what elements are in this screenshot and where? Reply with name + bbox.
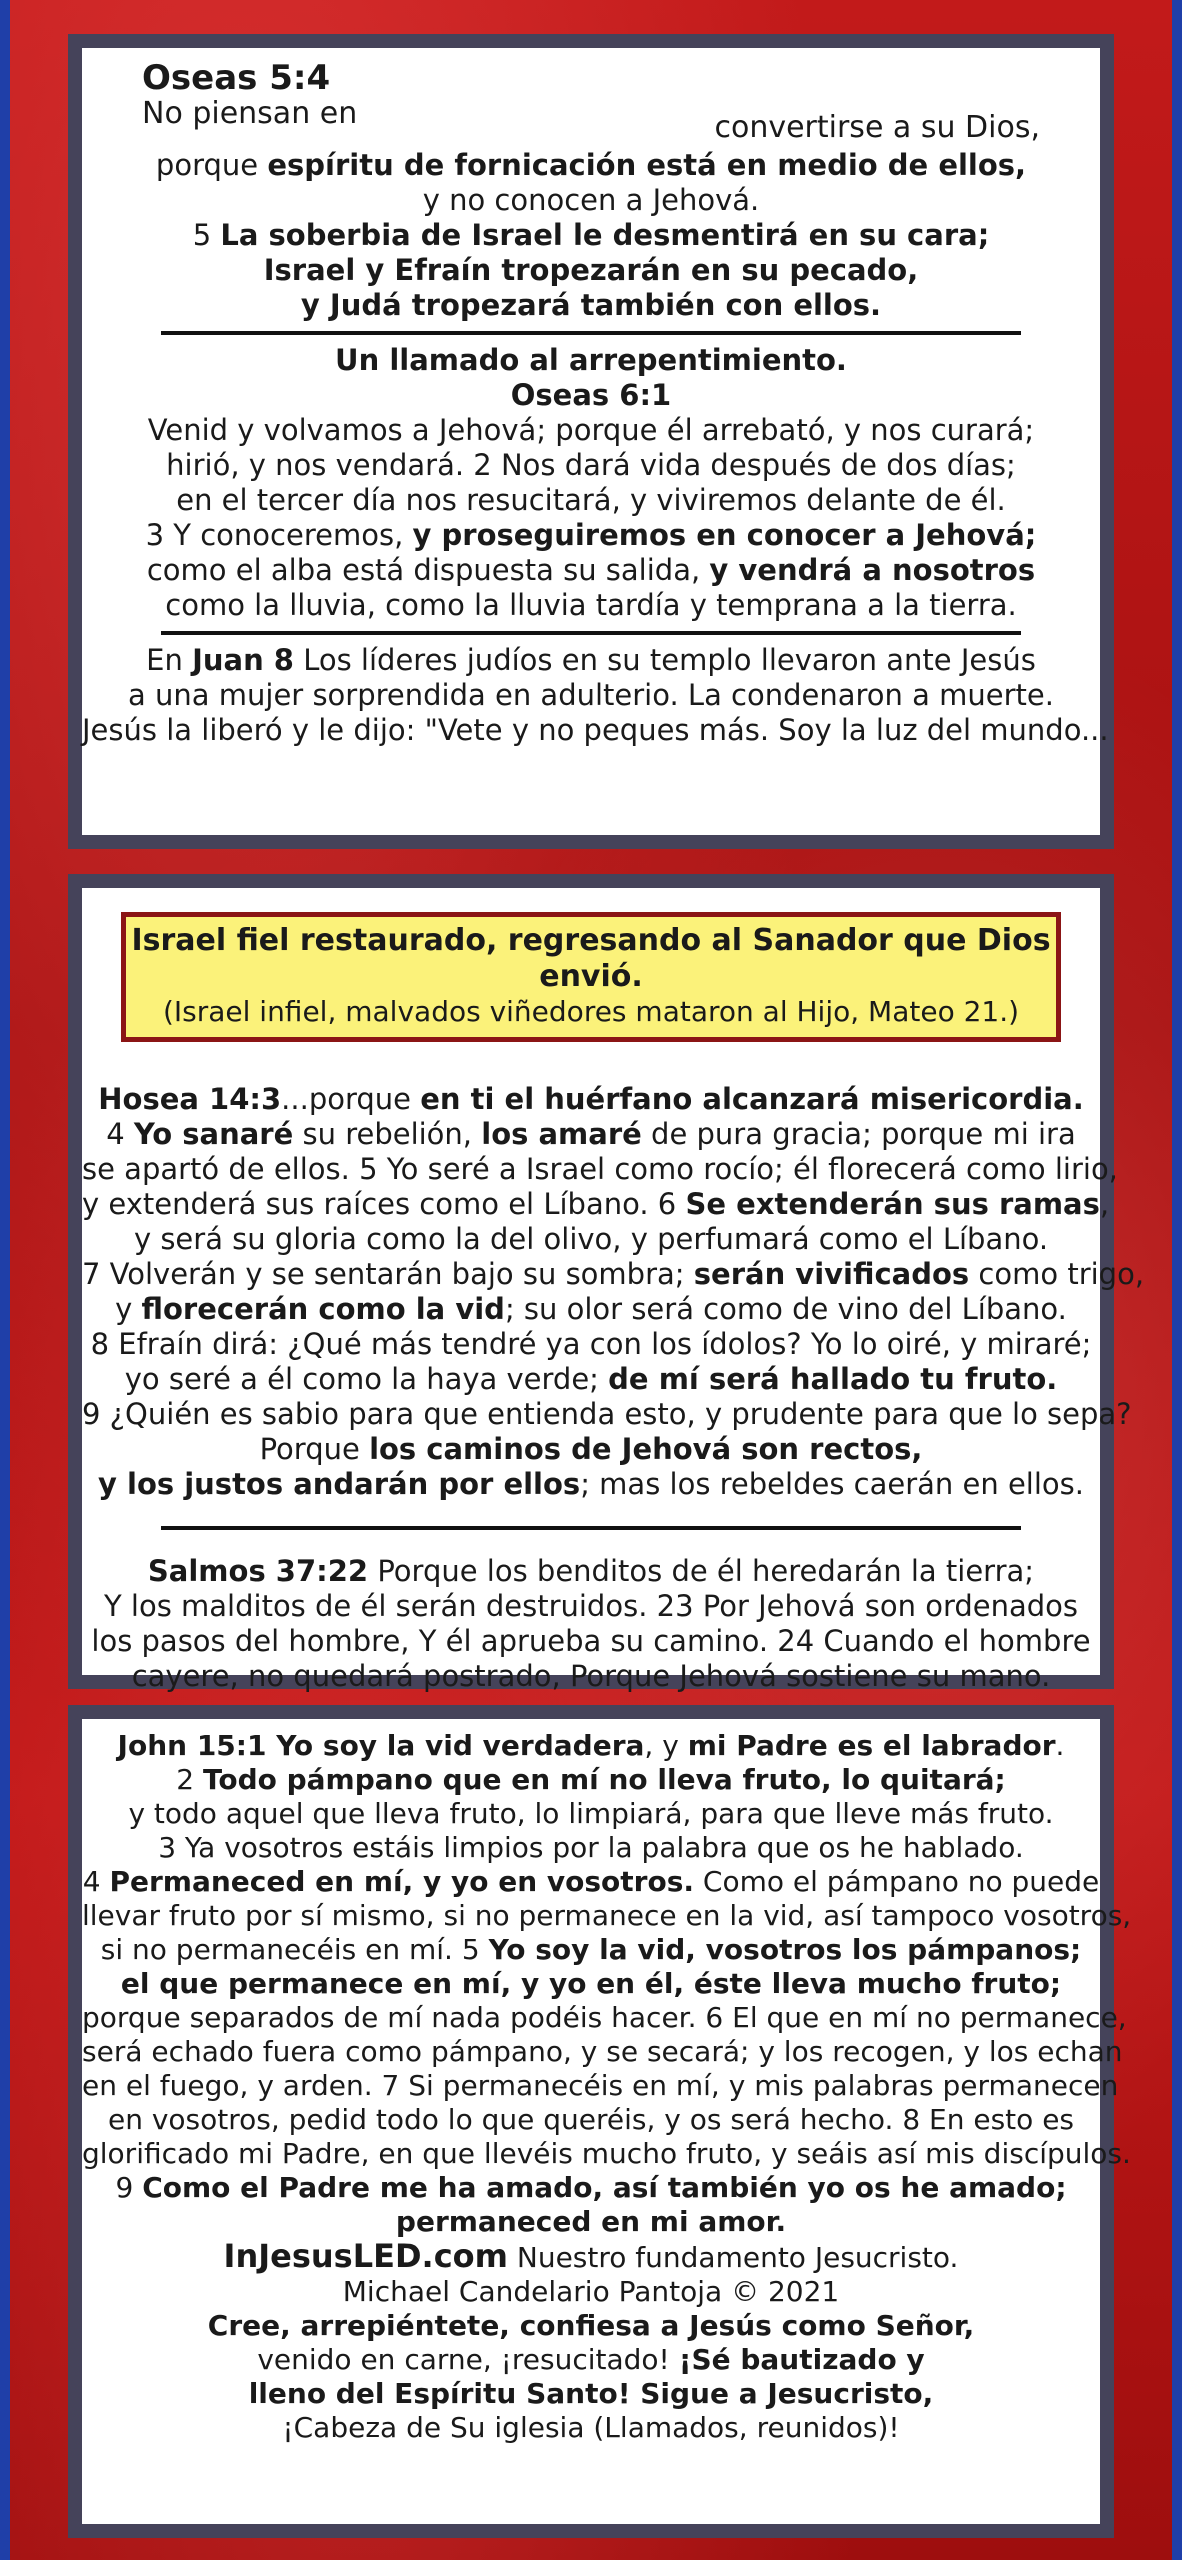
verse-reference: Salmos 37:22 — [147, 1554, 369, 1588]
verse-line — [82, 1763, 1100, 1797]
emphasis-text: Como el Padre me ha amado, así también yo os he amado; — [142, 2171, 1067, 2204]
text: yo seré a él como la haya verde; — [124, 1362, 609, 1396]
verse-line — [82, 1467, 1100, 1502]
verse-line — [82, 1082, 1100, 1117]
verse-line: y todo aquel que lleva fruto, lo limpiará, para que lleve más fruto. — [128, 1797, 1054, 1830]
emphasis-text: Juan 8 — [192, 643, 294, 677]
verse-line — [82, 218, 1100, 253]
verse-line: 8 Efraín dirá: ¿Qué más tendré ya con los ídolos? Yo lo oiré, y miraré; — [90, 1327, 1092, 1361]
emphasis-text: Todo pámpano que en mí no lleva fruto, lo quitará; — [202, 1763, 1006, 1796]
text: venido en carne, ¡resucitado! — [257, 2343, 679, 2376]
website-link[interactable]: InJesusLED.com — [223, 2237, 508, 2275]
text: 5 — [192, 218, 221, 252]
verse-body — [82, 1719, 1132, 2445]
emphasis-text: serán vivificados — [693, 1257, 970, 1291]
text: , — [1099, 1187, 1110, 1221]
verse-line — [82, 1362, 1100, 1397]
verse-line — [82, 1257, 1145, 1292]
text: porque — [155, 148, 268, 182]
verse-line: será echado fuera como pámpano, y se secará; y los recogen, y los echan — [82, 2035, 1123, 2068]
emphasis-text: Permaneced en mí, y yo en vosotros. — [109, 1865, 695, 1898]
verse-line — [82, 148, 1100, 183]
text: 4 — [106, 1117, 134, 1151]
text: Porque los benditos de él heredarán la tierra; — [368, 1554, 1035, 1588]
verse-line — [82, 1187, 1110, 1222]
verse-line: Israel y Efraín tropezarán en su pecado, — [263, 253, 919, 287]
text: de pura gracia; porque mi ira — [641, 1117, 1076, 1151]
verse-line: 3 Ya vosotros estáis limpios por la palabra que os he hablado. — [158, 1831, 1024, 1864]
divider — [161, 331, 1021, 335]
divider — [161, 1526, 1021, 1530]
verse-line — [82, 1729, 1100, 1763]
emphasis-text: de mí será hallado tu fruto. — [608, 1362, 1058, 1396]
verse-line: glorificado mi Padre, en que llevéis mucho fruto, y seáis así mis discípulos. — [82, 2137, 1131, 2170]
verse-line — [82, 1933, 1100, 1967]
verse-panel-hosea-14 — [68, 874, 1145, 1693]
verse-line: se apartó de ellos. 5 Yo seré a Israel como rocío; él florecerá como lirio, — [82, 1152, 1118, 1186]
title-banner — [121, 912, 1061, 1042]
verse-line — [82, 643, 1100, 678]
text: Como el pámpano no puede — [694, 1865, 1100, 1898]
site-tagline: Nuestro fundamento Jesucristo. — [507, 2241, 959, 2274]
verse-line: en el tercer día nos resucitará, y viviremos delante de él. — [176, 483, 1006, 517]
verse-line: Jesús la liberó y le dijo: "Vete y no peques más. Soy la luz del mundo... — [82, 713, 1109, 747]
call-to-action — [82, 2343, 1100, 2377]
text: su rebelión, — [293, 1117, 482, 1151]
verse-body — [82, 140, 1109, 748]
verse-line: cayere, no quedará postrado, Porque Jehová sostiene su mano. — [131, 1659, 1051, 1693]
verse-panel-john-15 — [68, 1705, 1132, 2538]
verse-text: convertirse a su Dios, — [714, 110, 1040, 145]
verse-line: hirió, y nos vendará. 2 Nos dará vida después de dos días; — [166, 448, 1016, 482]
verse-line: y Judá tropezará también con ellos. — [300, 288, 882, 322]
verse-panel-hosea-5 — [68, 34, 1114, 849]
verse-line — [82, 1432, 1100, 1467]
emphasis-text: los amaré — [481, 1117, 642, 1151]
verse-line: como la lluvia, como la lluvia tardía y temprana a la tierra. — [165, 588, 1017, 622]
verse-line: y será su gloria como la del olivo, y perfumará como el Líbano. — [133, 1222, 1049, 1256]
verse-line: a una mujer sorprendida en adulterio. La condenaron a muerte. — [128, 678, 1054, 712]
text: Los líderes judíos en su templo llevaron ante Jesús — [294, 643, 1036, 677]
verse-line — [82, 1554, 1100, 1589]
emphasis-text: florecerán como la vid — [141, 1292, 505, 1326]
text: . — [1055, 1729, 1065, 1762]
text: si no permanecéis en mí. 5 — [100, 1933, 489, 1966]
section-heading: Un llamado al arrepentimiento. — [335, 343, 847, 377]
verse-line — [82, 1292, 1100, 1327]
text: como trigo, — [969, 1257, 1145, 1291]
verse-line — [82, 2171, 1100, 2205]
text: En — [146, 643, 193, 677]
emphasis-text: Se extenderán sus ramas — [685, 1187, 1100, 1221]
text: 2 — [176, 1763, 203, 1796]
verse-reference: Hosea 14:3 — [98, 1082, 282, 1116]
emphasis-text: espíritu de fornicación está en medio de ellos, — [267, 148, 1027, 182]
verse-line: Venid y volvamos a Jehová; porque él arrebató, y nos curará; — [147, 413, 1035, 447]
text: ; su olor será como de vino del Líbano. — [504, 1292, 1067, 1326]
verse-line: y no conocen a Jehová. — [422, 183, 760, 217]
verse-line: llevar fruto por sí mismo, si no permanece en la vid, así tampoco vosotros, — [82, 1899, 1132, 1932]
verse-reference: Oseas 6:1 — [510, 378, 672, 412]
verse-line: el que permanece en mí, y yo en él, éste lleva mucho fruto; — [120, 1967, 1062, 2000]
panel-header — [82, 48, 1100, 145]
text: 3 Y conoceremos, — [145, 518, 413, 552]
verse-line — [82, 553, 1100, 588]
text: como el alba está dispuesta su salida, — [146, 553, 710, 587]
emphasis-text: Yo soy la vid, vosotros los pámpanos; — [488, 1933, 1082, 1966]
site-line — [82, 2239, 1100, 2275]
verse-line: Y los malditos de él serán destruidos. 23 Por Jehová son ordenados — [103, 1589, 1079, 1623]
verse-line: los pasos del hombre, Y él aprueba su camino. 24 Cuando el hombre — [91, 1624, 1091, 1658]
text: y — [115, 1292, 142, 1326]
emphasis-text: mi Padre es el labrador — [687, 1729, 1056, 1762]
verse-line — [82, 518, 1100, 553]
emphasis-text: y proseguiremos en conocer a Jehová; — [412, 518, 1037, 552]
verse-body — [82, 1082, 1145, 1694]
emphasis-text: y los justos andarán por ellos — [98, 1467, 581, 1501]
text: 9 — [115, 2171, 143, 2204]
text: ...porque — [281, 1082, 421, 1116]
emphasis-text: los caminos de Jehová son rectos, — [369, 1432, 923, 1466]
text: 7 Volverán y se sentarán bajo su sombra; — [82, 1257, 694, 1291]
verse-reference: Oseas 5:4 — [142, 58, 331, 98]
emphasis-text: y vendrá a nosotros — [709, 553, 1036, 587]
text: , y — [644, 1729, 688, 1762]
verse-line: en vosotros, pedid todo lo que queréis, y os será hecho. 8 En esto es — [107, 2103, 1075, 2136]
emphasis-text: La soberbia de Israel le desmentirá en su cara; — [220, 218, 990, 252]
verse-line — [82, 1865, 1100, 1899]
call-to-action: Cree, arrepiéntete, confiesa a Jesús como Señor, — [207, 2309, 975, 2342]
emphasis-text: ¡Sé bautizado y — [678, 2343, 925, 2376]
emphasis-text: Yo sanaré — [133, 1117, 294, 1151]
verse-line: 9 ¿Quién es sabio para que entienda esto, y prudente para que lo sepa? — [82, 1397, 1132, 1431]
emphasis-text: John 15:1 Yo soy la vid verdadera — [117, 1729, 645, 1762]
text: ; mas los rebeldes caerán en ellos. — [580, 1467, 1084, 1501]
text: Porque — [259, 1432, 370, 1466]
divider — [161, 631, 1021, 635]
banner-title: Israel fiel restaurado, regresando al Sanador que Dios envió. — [131, 923, 1051, 994]
text: 4 — [82, 1865, 110, 1898]
call-to-action: lleno del Espíritu Santo! Sigue a Jesucristo, — [248, 2377, 934, 2410]
verse-line — [82, 1117, 1100, 1152]
call-to-action: ¡Cabeza de Su iglesia (Llamados, reunidos)! — [282, 2411, 900, 2444]
text: y extenderá sus raíces como el Líbano. 6 — [82, 1187, 686, 1221]
verse-line: permaneced en mi amor. — [395, 2205, 787, 2238]
verse-text: No piensan en — [142, 96, 358, 131]
emphasis-text: en ti el huérfano alcanzará misericordia. — [420, 1082, 1084, 1116]
banner-subtitle: (Israel infiel, malvados viñedores mataron al Hijo, Mateo 21.) — [162, 995, 1020, 1028]
verse-line: porque separados de mí nada podéis hacer. 6 El que en mí no permanece, — [82, 2001, 1127, 2034]
author-credit: Michael Candelario Pantoja © 2021 — [342, 2275, 840, 2308]
verse-line: en el fuego, y arden. 7 Si permanecéis en mí, y mis palabras permanecen — [82, 2069, 1119, 2102]
